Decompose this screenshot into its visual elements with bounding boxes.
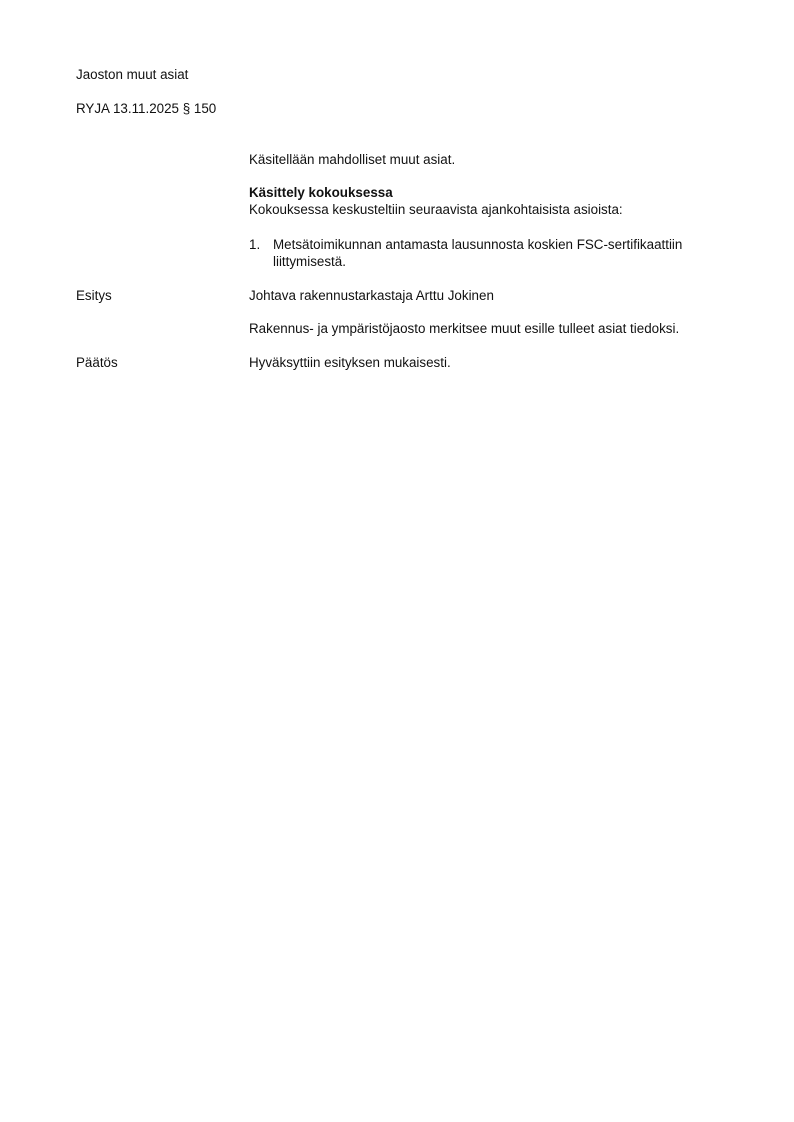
list-item-line-1: Metsätoimikunnan antamasta lausunnosta koskien FSC-sertifikaattiin: [273, 237, 683, 252]
esitys-presenter: Johtava rakennustarkastaja Arttu Jokinen: [249, 288, 494, 303]
esitys-text: Rakennus- ja ympäristöjaosto merkitsee muut esille tulleet asiat tiedoksi.: [249, 321, 680, 336]
paatos-text: Hyväksyttiin esityksen mukaisesti.: [249, 355, 451, 370]
kasittely-text: Kokouksessa keskusteltiin seuraavista ajankohtaisista asioista:: [249, 202, 623, 217]
list-item-line-2: liittymisestä.: [273, 254, 346, 269]
kasittely-heading: Käsittely kokouksessa: [249, 185, 393, 200]
list-item-number: 1.: [249, 237, 261, 252]
meeting-reference: RYJA 13.11.2025 § 150: [76, 101, 217, 116]
intro-text: Käsitellään mahdolliset muut asiat.: [249, 152, 456, 167]
esitys-label: Esitys: [76, 288, 112, 303]
section-title: Jaoston muut asiat: [76, 67, 189, 82]
paatos-label: Päätös: [76, 355, 118, 370]
list-item-text: [273, 236, 724, 270]
